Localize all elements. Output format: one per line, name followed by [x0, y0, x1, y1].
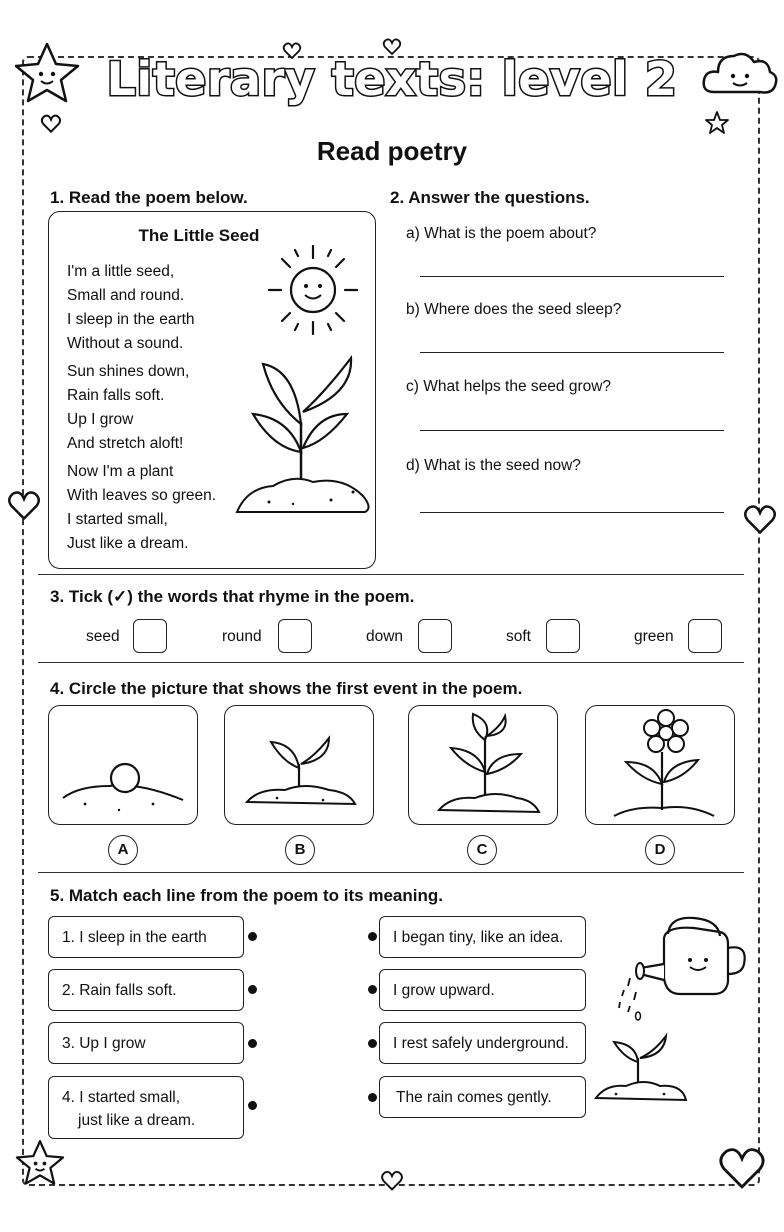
answer-line-a[interactable]	[420, 276, 724, 277]
section-divider	[38, 872, 744, 873]
q5-heading: 5. Match each line from the poem to its meaning.	[50, 886, 443, 905]
answer-line-d[interactable]	[420, 512, 724, 513]
match-line-3[interactable]	[48, 1022, 244, 1064]
match-meaning-3[interactable]: I rest safely underground.	[379, 1022, 586, 1064]
poem-line: Small and round.	[67, 287, 185, 304]
poem-line: Just like a dream.	[67, 535, 189, 552]
match-line-text: 4. I started small,	[62, 1089, 181, 1106]
small-heart-icon	[40, 114, 62, 134]
word-down: down	[366, 628, 404, 645]
option-b[interactable]: B	[285, 835, 315, 865]
picture-d-flower[interactable]	[585, 705, 735, 825]
match-line-text: 3. Up I grow	[62, 1035, 146, 1052]
picture-b-sprout[interactable]	[224, 705, 374, 825]
question-c: c) What helps the seed grow?	[406, 378, 612, 395]
match-line-text: 1. I sleep in the earth	[62, 929, 207, 946]
tick-box-down[interactable]	[418, 619, 452, 653]
star-face-icon	[14, 1138, 66, 1186]
match-dot-left[interactable]	[248, 932, 257, 941]
match-dot-left[interactable]	[248, 1039, 257, 1048]
word-seed: seed	[86, 628, 120, 645]
tick-box-seed[interactable]	[133, 619, 167, 653]
poem-line: And stretch aloft!	[67, 435, 184, 452]
word-soft: soft	[506, 628, 531, 645]
poem-stanza-3	[67, 460, 216, 556]
match-dot-right[interactable]	[368, 932, 377, 941]
match-dot-left[interactable]	[248, 1101, 257, 1110]
match-dot-right[interactable]	[368, 1093, 377, 1102]
poem-line: I'm a little seed,	[67, 263, 175, 280]
word-green: green	[634, 628, 674, 645]
question-d: d) What is the seed now?	[406, 457, 581, 474]
match-dot-left[interactable]	[248, 985, 257, 994]
poem-stanza-1	[67, 260, 195, 356]
poem-line: I started small,	[67, 511, 168, 528]
match-line-2[interactable]	[48, 969, 244, 1011]
poem-line: Rain falls soft.	[67, 387, 165, 404]
section-divider	[38, 662, 744, 663]
poem-title: The Little Seed	[138, 226, 260, 245]
option-a[interactable]: A	[108, 835, 138, 865]
worksheet-subtitle: Read poetry	[316, 136, 468, 166]
match-line-1[interactable]	[48, 916, 244, 958]
match-meaning-2[interactable]: I grow upward.	[379, 969, 586, 1011]
q2-heading: 2. Answer the questions.	[390, 188, 590, 207]
option-d[interactable]: D	[645, 835, 675, 865]
poem-line: Up I grow	[67, 411, 134, 428]
watering-can-icon	[594, 908, 754, 1123]
poem-stanza-2	[67, 360, 189, 456]
match-line-text: 2. Rain falls soft.	[62, 982, 177, 999]
picture-c-plant[interactable]	[408, 705, 558, 825]
worksheet-title: Literary texts: level 2	[106, 52, 678, 106]
plant-icon	[233, 352, 373, 522]
option-c[interactable]: C	[467, 835, 497, 865]
match-meaning-4[interactable]: The rain comes gently.	[379, 1076, 586, 1118]
question-a: a) What is the poem about?	[406, 225, 597, 242]
poem-line: Sun shines down,	[67, 363, 190, 380]
match-dot-right[interactable]	[368, 1039, 377, 1048]
match-line-text: just like a dream.	[78, 1112, 196, 1129]
section-divider	[38, 574, 744, 575]
q3-heading: 3. Tick (✓) the words that rhyme in the poem.	[50, 587, 415, 606]
match-meaning-1[interactable]: I began tiny, like an idea.	[379, 916, 586, 958]
poem-box	[48, 211, 376, 569]
poem-line: Without a sound.	[67, 335, 184, 352]
question-b: b) Where does the seed sleep?	[406, 301, 622, 318]
answer-line-c[interactable]	[420, 430, 724, 431]
poem-line: With leaves so green.	[67, 487, 217, 504]
picture-a-seed[interactable]	[48, 705, 198, 825]
match-line-4[interactable]	[48, 1076, 244, 1139]
poem-line: I sleep in the earth	[67, 311, 195, 328]
tick-box-soft[interactable]	[546, 619, 580, 653]
tick-box-round[interactable]	[278, 619, 312, 653]
small-star-icon	[704, 110, 730, 136]
match-dot-right[interactable]	[368, 985, 377, 994]
answer-line-b[interactable]	[420, 352, 724, 353]
small-heart-icon	[380, 1170, 404, 1192]
heart-icon	[716, 1146, 768, 1192]
poem-line: Now I'm a plant	[67, 463, 174, 480]
q1-heading: 1. Read the poem below.	[50, 188, 248, 207]
heart-icon	[6, 490, 42, 522]
q4-heading: 4. Circle the picture that shows the first event in the poem.	[50, 679, 523, 698]
word-round: round	[222, 628, 262, 645]
sun-icon	[265, 242, 361, 338]
tick-box-green[interactable]	[688, 619, 722, 653]
heart-icon	[742, 504, 778, 536]
